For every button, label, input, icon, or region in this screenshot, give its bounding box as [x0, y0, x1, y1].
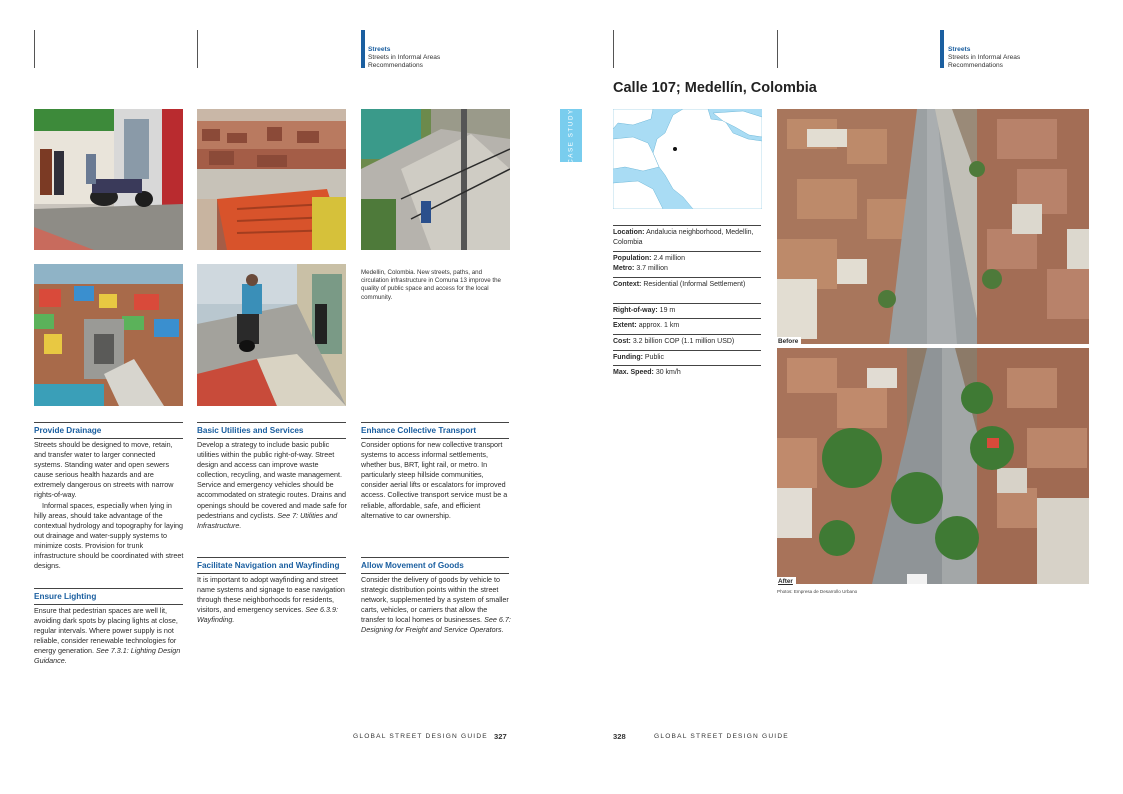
photo-cyclist-path	[197, 264, 346, 406]
heading-navigation-wayfinding: Facilitate Navigation and Wayfinding	[197, 557, 346, 574]
fact-extent: Extent: approx. 1 km	[613, 318, 761, 331]
goods-text: Consider the delivery of goods by vehicle to strategic distribution points within the street network, supplemented by a system of smaller carts, vehicles, or carriers that allow the transfer to local homes or businesses.	[361, 575, 509, 625]
footer-book-title-right: GLOBAL STREET DESIGN GUIDE	[654, 733, 789, 740]
photo-credit: Photos: Empresa de Desarrollo Urbano	[777, 589, 858, 594]
page-number-left: 327	[494, 732, 507, 741]
fact-right-of-way: Right-of-way: 19 m	[613, 303, 761, 316]
navigation-reference: See 6.3.9: Wayfinding.	[197, 605, 339, 625]
text-ensure-lighting	[34, 606, 184, 667]
drainage-paragraph-2: Informal spaces, especially when lying in hilly areas, should take advantage of the contextual hydrology and topography for laying out drainage and water-supply systems to minimize costs. Provision for trunk infrastructure should be coordinated with street designs.	[34, 500, 184, 571]
heading-ensure-lighting: Ensure Lighting	[34, 588, 183, 605]
text-navigation-wayfinding	[197, 575, 347, 625]
breadcrumb-chapter-right[interactable]: Streets in Informal Areas	[948, 54, 1021, 61]
column-rule-1	[34, 30, 35, 68]
column-rule-3	[613, 30, 614, 68]
fact-population: Population: 2.4 million Metro: 3.7 million	[613, 251, 761, 273]
case-study-tab	[560, 109, 582, 162]
fact-max-speed: Max. Speed: 30 km/h	[613, 365, 761, 378]
text-movement-goods	[361, 575, 511, 636]
location-map	[613, 109, 762, 209]
text-collective-transport: Consider options for new collective transport systems to access informal settlements, whether bus, BRT, light rail, or metro. In particularly steep hillside communities, consider aerial lifts or escalators for improved access. Collective transport service must be a reliable, affordable, safe, and efficient alternative to car ownership.	[361, 440, 508, 520]
drainage-paragraph-1: Streets should be designed to move, retain, and transfer water to larger connected systems. Standing water and open sewers cause serious health hazards and are extremely dangerous on streets with narrow rights-of-way.	[34, 440, 174, 500]
utilities-text: Develop a strategy to include basic public utilities within the public right-of-way. Street design and access can improve waste collection, recycling, and waste management. Service and emergency vehicles should be accommodated on strategic routes. Drains and openings should be covered and made safe for pedestrians and cyclists.	[197, 440, 347, 520]
goods-reference: See 6.7: Designing for Freight and Service Operators.	[361, 615, 511, 635]
photo-hillside-escalator	[197, 109, 346, 250]
column-rule-2	[197, 30, 198, 68]
fact-funding: Funding: Public	[613, 350, 761, 363]
photo-stairs-path	[361, 109, 510, 250]
label-before: Before	[777, 337, 801, 347]
breadcrumb-section-right[interactable]: Streets	[948, 46, 971, 53]
breadcrumb-page-right: Recommendations	[948, 62, 1003, 69]
breadcrumb-right	[948, 46, 1020, 70]
case-study-title: Calle 107; Medellín, Colombia	[613, 80, 817, 96]
photo-after	[777, 348, 1089, 584]
text-basic-utilities	[197, 440, 347, 531]
utilities-reference: See 7: Utilities and Infrastructure.	[197, 510, 338, 530]
breadcrumb-marker-right	[940, 30, 944, 68]
label-after: After	[777, 577, 796, 587]
breadcrumb-chapter[interactable]: Streets in Informal Areas	[368, 54, 441, 61]
heading-movement-goods: Allow Movement of Goods	[361, 557, 509, 574]
breadcrumb-section[interactable]: Streets	[368, 46, 391, 53]
photo-caption: Medellin, Colombia. New streets, paths, and circulation infrastructure in Comuna 13 improve the quality of public space and access for the local community.	[361, 269, 501, 301]
page-number-right: 328	[613, 732, 626, 741]
photo-colorful-escalator	[34, 264, 183, 406]
fact-context: Context: Residential (Informal Settlement)	[613, 277, 761, 290]
lighting-text: Ensure that pedestrian spaces are well lit, avoiding dark spots by placing lights at close, regular intervals. Where power supply is not reliable, consider renewable technologies for energy generation.	[34, 606, 178, 656]
heading-basic-utilities: Basic Utilities and Services	[197, 422, 346, 439]
navigation-text: It is important to adopt wayfinding and street name systems and signage to ease navigation through these neighborhoods for residents, visitors, and emergency services.	[197, 575, 345, 615]
footer-book-title-left: GLOBAL STREET DESIGN GUIDE	[353, 733, 488, 740]
fact-cost: Cost: 3.2 billion COP (1.1 million USD)	[613, 334, 761, 347]
text-provide-drainage	[34, 440, 184, 571]
breadcrumb-page: Recommendations	[368, 62, 423, 69]
case-study-tab-label: CASE STUDY	[567, 107, 575, 164]
fact-location: Location: Andalucia neighborhood, Medellin, Colombia	[613, 225, 761, 247]
column-rule-4	[777, 30, 778, 68]
photo-street-motorcycle	[34, 109, 183, 250]
breadcrumb-marker	[361, 30, 365, 68]
photo-before	[777, 109, 1089, 344]
heading-collective-transport: Enhance Collective Transport	[361, 422, 509, 439]
breadcrumb	[368, 46, 440, 70]
heading-provide-drainage: Provide Drainage	[34, 422, 183, 439]
lighting-reference: See 7.3.1: Lighting Design Guidance.	[34, 646, 181, 666]
